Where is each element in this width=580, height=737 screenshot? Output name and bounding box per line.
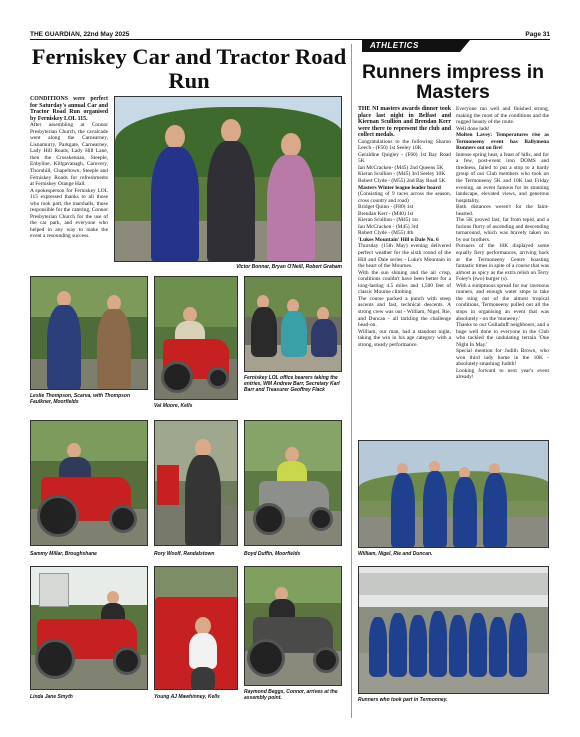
caption: Rory Woolf, Randalstown <box>154 551 215 557</box>
right-paragraph: Pursuers of the 10K displayed some equally fiery performances, arriving back at the Termoneeny Centre boasting fantastic times in spite of a course that was almost as spicy as the extra relish on Terry Foley's (two) burger (s). <box>456 243 549 283</box>
right-paragraph: Brendan Kerr - (M40) 1st <box>358 210 414 217</box>
right-paragraph: Kieran Scullion - (M45) 1st <box>358 217 418 224</box>
photo-two-men <box>30 276 148 390</box>
right-paragraph: With the sun shining and the air crisp, conditions couldn't have been better for a long-lasting 4.5 miles and 1,500 feet of classic Mourne climbing. <box>358 269 451 296</box>
section-label: ATHLETICS <box>362 40 460 52</box>
page-header <box>30 28 550 40</box>
header-page: Page 31 <box>525 31 550 38</box>
right-paragraph: Ian McCracken- (M45) 2nd Queens 5K <box>358 164 444 171</box>
caption: Val Moore, Kells <box>154 403 193 409</box>
right-paragraph: Special mention for Judith Brown, who won third lady home in the 10K - absolutely smashing Judith! <box>456 348 549 368</box>
right-paragraph: Thanks to our Gulladuff neighbours, and a huge well done to everyone in the Club who tackled the undulating terrain 'One Night In May.' <box>456 322 549 348</box>
photo-four-runners <box>358 440 549 548</box>
right-paragraph: With a sumptuous spread for our ravenous runners, and enough water stops to take the sting out of the almost tropical conditions, Termoneeny pulled out all the stops in organising an event that was absolutely - on the 'moneeny.' <box>456 282 549 322</box>
caption: Young AJ Mawhinney, Kells <box>154 694 220 700</box>
right-paragraph: Geraldine Quigley - (F60) 1st Bay Road 5K <box>358 151 451 165</box>
header-date: THE GUARDIAN, 22nd May 2025 <box>30 31 130 38</box>
photo-raymond-beggs <box>244 566 342 686</box>
right-paragraph: Bridget Quinn - (F80) 1st <box>358 204 414 211</box>
caption: Leslie Thompson, Scarva, with Thompson Faulkner, Moorfields <box>30 393 131 405</box>
caption: Raymond Beggs, Connor, arrives at the assembly point. <box>244 689 338 701</box>
caption: Linda Jane Smyth <box>30 694 73 700</box>
caption: Sammy Millar, Broughshane <box>30 551 97 557</box>
left-paragraph: A spokesperson for Ferniskey LOL 115 expressed thanks to all those who took part, the marshalls, those responsible for the catering, Connor Presbyterian Church for the use of the car park, and everyone who helped in any way to make the event a resounding success. <box>30 187 108 240</box>
caption: Ferniskey LOL office bearers taking the entries, WM Andrew Barr, Secretary Karl Barr and Treasurer Geoffrey Flack <box>244 375 340 393</box>
right-paragraph: Both distances weren't for the faint-hearted. <box>456 204 549 217</box>
right-paragraph: The course packed a punch with steep ascents and fast, technical descents. A strong crew was out - William, Nigel, Rie, and Duncan - all tackling the challenge head-on. <box>358 295 451 329</box>
right-subhead: 'Lukes Mountain' Hill n Dale No. 6 <box>358 236 439 243</box>
right-paragraph: William, our man, had a standout night, taking the win in his age category with a strong, steady performance. <box>358 328 451 348</box>
right-paragraph: Looking forward to next year's event already! <box>456 367 549 381</box>
left-paragraph: CONDITIONS were perfect for Saturday's annual Car and Tractor Road Run organised by Ferniskey LOL 115. <box>30 96 108 122</box>
right-paragraph: Robert Clyde - (M55) 2nd Bay Road 5K <box>358 178 446 185</box>
left-paragraph: After assembling at Connor Presbyterian Church, the cavalcade went along the Carnearney, Lisnamurry, Parkgate, Carnearney, Lady Hill Roads, Lady Hill Lane, then the Crosskennan, Steeple, Enbyline, Killgavanagh, Carnvery, Thornhill, Chapeltown, Steeple and Ferniskey Roads for refreshments at Ferniskey Orange Hall. <box>30 122 108 188</box>
caption: William, Nigel, Rie and Duncan. <box>358 551 433 557</box>
article-title-right: Runners impress in Masters <box>361 61 545 103</box>
right-paragraph: THE NI masters awards dinner took place last night in Belfast and Kiernan Scullion and Brendan Kerr were there to represent the club and collect medals. <box>358 106 451 139</box>
right-paragraph: Kieran Scullion - (M45) 3rd Seeley 10K <box>358 171 446 178</box>
right-article-col-a <box>358 106 451 348</box>
right-paragraph: Congratulations to the following Sharon Leech - (F50) 1st Seeley 10K <box>358 138 451 152</box>
photo-office-bearers <box>244 276 342 372</box>
right-paragraph: Well done lads! <box>456 125 490 132</box>
photo-termonney-group <box>358 566 549 694</box>
article-title-left: Ferniskey Car and Tractor Road Run <box>31 44 347 93</box>
right-paragraph: Everyone ran well and finished strong, making the most of the conditions and the rugged beauty of the route. <box>456 106 549 126</box>
photo-young-aj <box>154 566 238 690</box>
photo-rory-woolf <box>154 420 238 546</box>
photo-red-tractor <box>154 276 238 400</box>
right-paragraph: The 5K proved fast, far from tepid, and a furious flurry of ascending and descending turnaround, which was bravely taken on by our brothers. <box>456 217 549 243</box>
caption: Boyd Duffin, Moorfields <box>244 551 301 557</box>
photo-sammy-millar <box>30 420 148 546</box>
photo-linda-jane-smyth <box>30 566 148 690</box>
caption: Victor Bonnar, Bryan O'Neill, Robert Graham <box>236 264 342 270</box>
column-divider <box>351 44 352 718</box>
left-article-body <box>30 96 108 240</box>
caption: Runners who took part in Termonney. <box>358 697 448 703</box>
right-paragraph: Robert Clyde - (M55) 4th <box>358 230 414 237</box>
photo-three-men <box>114 96 342 262</box>
right-paragraph: Thursday (15th May) evening delivered perfect weather for the sixth round of the Hill and Dale series - Luke's Mountain in the heart of the Mournes. <box>358 243 451 270</box>
right-subhead: Molten Lavey: Temperatures rise as Termoneeny event has Ballymena Runners out on fire! <box>456 132 549 152</box>
right-paragraph: (Consisting of 9 races across the season, cross country and road) <box>358 191 451 204</box>
right-paragraph: Intense spring heat, a feast of hills, and for a few, post-event iron DOMS and tiredness, failed to put a stop to a hardy group of our Club members who took on the Termoneeny 5K and 10K last Friday evening, an event famous for its stunning landscape, elevated views, and generous hospitality. <box>456 151 549 204</box>
photo-boyd-duffin <box>244 420 342 546</box>
right-article-col-b <box>456 106 549 381</box>
right-paragraph: Ian McCracken - (M45) 3rd <box>358 223 419 230</box>
right-subhead: Masters Winter league leader board <box>358 184 441 191</box>
